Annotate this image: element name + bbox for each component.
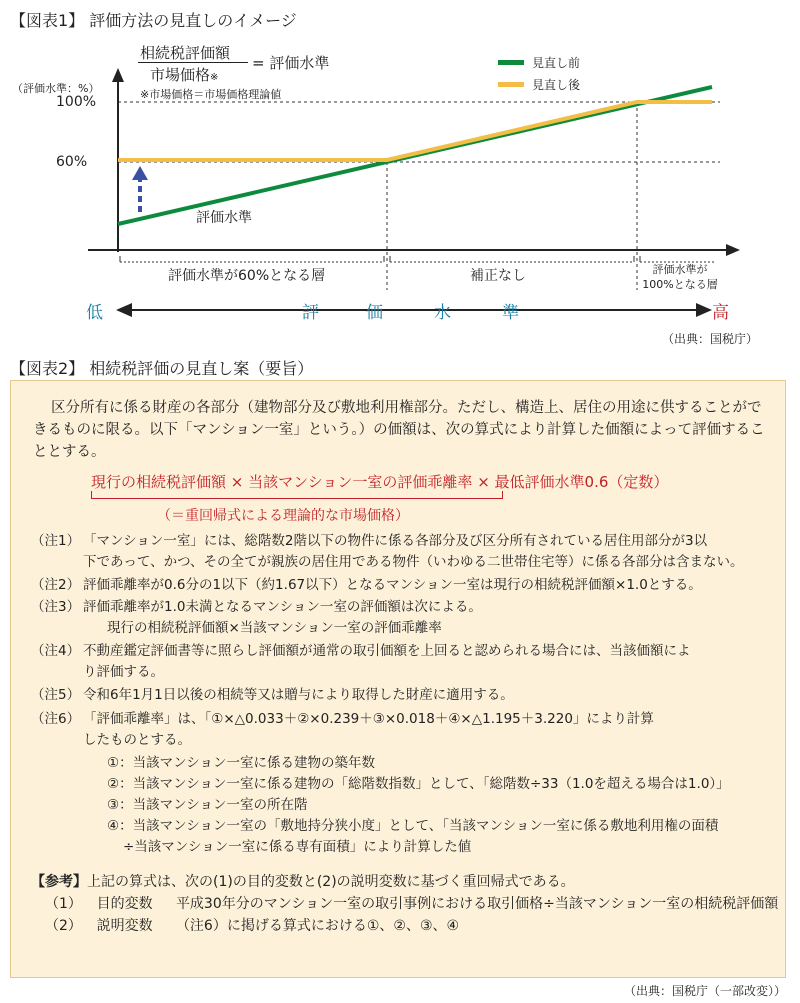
note-6 bbox=[31, 709, 781, 858]
formula-numerator: 相続税評価額 bbox=[140, 44, 231, 62]
note-5 bbox=[31, 685, 781, 706]
legend-swatch-before bbox=[498, 60, 524, 65]
note-label: （注3） bbox=[31, 599, 81, 615]
figure1-title: 【図表1】 評価方法の見直しのイメージ bbox=[10, 11, 297, 30]
note-text: 下であって、かつ、その全てが親族の居住用である物件（いわゆる二世帯住宅等）に係る各部分は含まない。 bbox=[83, 554, 744, 570]
formula-note: ※市場価格＝市場価格理論値 bbox=[140, 88, 282, 101]
note-text: り評価する。 bbox=[83, 664, 164, 680]
legend-label-after: 見直し後 bbox=[532, 78, 581, 92]
proposal-intro: 区分所有に係る財産の各部分（建物部分及び敷地利用権部分。ただし、構造上、居住の用途に供することができるものに限る。以下「マンション一室」という。）の価額は、次の算式により計算した価額によって評価することとする。 bbox=[33, 400, 765, 460]
formula-equals: = 評価水準 bbox=[252, 54, 330, 72]
formula-denominator-mark: ※ bbox=[210, 72, 219, 83]
reference-section bbox=[31, 871, 781, 937]
reference-desc: 平成30年分のマンション一室の取引事例における取引価格÷当該マンション一室の相続税評価額 bbox=[175, 896, 779, 912]
figure2-title: 【図表2】 相続税評価の見直し案（要旨） bbox=[10, 359, 314, 378]
figure1-source: （出典：国税庁） bbox=[661, 332, 758, 346]
high-label: 高 bbox=[712, 303, 729, 323]
reference-num: （2） bbox=[45, 918, 82, 934]
formula-bracket bbox=[91, 491, 503, 499]
sub-item: ②：当該マンション一室に係る建物の「総階数指数」として、「総階数÷33（1.0を超える場合は1.0）」 bbox=[107, 776, 730, 792]
legend-before bbox=[498, 54, 580, 71]
note-label: （注1） bbox=[31, 533, 81, 549]
note-label: （注5） bbox=[31, 687, 81, 703]
note-text: 評価乖離率が0.6分の1以下（約1.67以下）となるマンション一室は現行の相続税評価額×1.0とする。 bbox=[83, 577, 702, 593]
y-axis-arrow bbox=[112, 68, 124, 82]
note-text: 評価乖離率が1.0未満となるマンション一室の評価額は次による。 bbox=[83, 599, 482, 615]
proposal-box bbox=[10, 380, 786, 978]
note-2 bbox=[31, 575, 781, 596]
legend-label-before: 見直し前 bbox=[532, 56, 581, 70]
axis-char: 準 bbox=[502, 303, 519, 323]
note-3 bbox=[31, 597, 781, 639]
formula-fraction-line bbox=[138, 62, 248, 63]
formula-denominator-text: 市場価格 bbox=[150, 66, 211, 84]
reference-num: （1） bbox=[45, 896, 82, 912]
reference-term: 説明変数 bbox=[96, 918, 153, 934]
figure2-source: （出典：国税庁（一部改変）） bbox=[623, 984, 786, 998]
low-label: 低 bbox=[86, 303, 103, 323]
note-text: 現行の相続税評価額×当該マンション一室の評価乖離率 bbox=[107, 620, 442, 636]
segment-label-100-line1: 評価水準が bbox=[652, 263, 708, 276]
formula-sub: （＝重回帰式による理論的な市場価格） bbox=[157, 508, 409, 524]
segment-label-100 bbox=[640, 262, 720, 292]
level-axis-arrow-left bbox=[116, 303, 132, 317]
note-text: 「評価乖離率」は、「①×△0.033＋②×0.239＋③×0.018＋④×△1.195＋3.220」により計算 bbox=[83, 711, 654, 727]
note-text: したものとする。 bbox=[83, 732, 191, 748]
axis-char: 評 bbox=[302, 303, 319, 323]
note-text: 「マンション一室」には、総階数2階以下の物件に係る各部分及び区分所有されている居住用部分が3以 bbox=[83, 533, 708, 549]
after-line bbox=[118, 102, 712, 160]
formula-denominator bbox=[150, 64, 218, 85]
sub-item: ④：当該マンション一室の「敷地持分狭小度」として、「当該マンション一室に係る敷地利用権の面積 bbox=[107, 818, 719, 834]
note-label: （注4） bbox=[31, 643, 81, 659]
reference-text: 上記の算式は、次の(1)の目的変数と(2)の説明変数に基づく重回帰式である。 bbox=[87, 874, 575, 890]
note-label: （注2） bbox=[31, 577, 81, 593]
legend-after bbox=[498, 76, 580, 93]
segment-label-100-line2: 100%となる層 bbox=[642, 278, 718, 291]
note-1 bbox=[31, 531, 781, 573]
sub-item: ①：当該マンション一室に係る建物の築年数 bbox=[107, 755, 375, 771]
axis-char: 水 bbox=[434, 303, 451, 323]
reference-desc: （注6）に掲げる算式における①、②、③、④ bbox=[175, 918, 460, 934]
curve-label: 評価水準 bbox=[196, 210, 252, 226]
y-tick-100: 100% bbox=[56, 94, 97, 110]
segment-label-60: 評価水準が60%となる層 bbox=[168, 268, 326, 284]
note-text: 不動産鑑定評価書等に照らし評価額が通常の取引価額を上回ると認められる場合には、当該価額によ bbox=[83, 643, 691, 659]
note-text: 令和6年1月1日以後の相続等又は贈与により取得した財産に適用する。 bbox=[83, 687, 514, 703]
sub-item: ÷当該マンション一室に係る専有面積」により計算した値 bbox=[123, 839, 472, 855]
reference-label: 【参考】 bbox=[31, 874, 87, 890]
reference-item-1 bbox=[31, 893, 781, 915]
legend-swatch-after bbox=[498, 82, 524, 87]
x-axis-arrow bbox=[726, 244, 740, 256]
axis-char: 価 bbox=[366, 303, 383, 323]
y-unit-label: （評価水準：%） bbox=[12, 82, 100, 95]
sub-item: ③：当該マンション一室の所在階 bbox=[107, 797, 308, 813]
reference-item-2 bbox=[31, 915, 781, 937]
level-axis-arrow-right bbox=[696, 303, 712, 317]
note-label: （注6） bbox=[31, 711, 81, 727]
segment-label-none: 補正なし bbox=[470, 268, 526, 284]
y-tick-60: 60% bbox=[56, 154, 88, 170]
reference-term: 目的変数 bbox=[96, 896, 153, 912]
note-4 bbox=[31, 641, 781, 683]
evaluation-chart bbox=[0, 0, 800, 350]
chart-legend bbox=[498, 54, 580, 98]
uplift-arrow-head bbox=[132, 166, 148, 180]
main-formula: 現行の相続税評価額 × 当該マンション一室の評価乖離率 × 最低評価水準0.6（定数） bbox=[91, 473, 669, 491]
